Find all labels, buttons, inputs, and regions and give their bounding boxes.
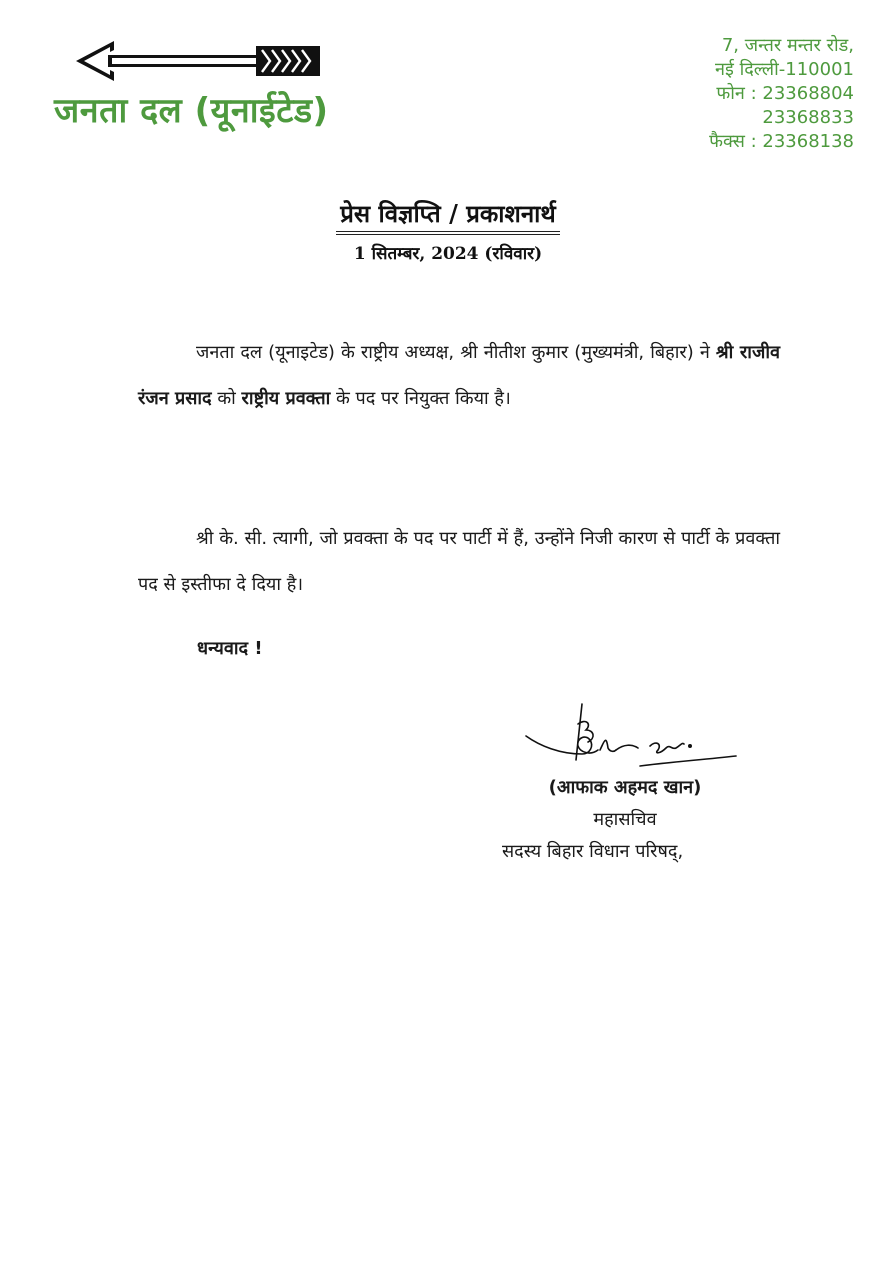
press-release-date: 1 सितम्बर, 2024 (रविवार)	[353, 244, 543, 264]
para1-text-a: जनता दल (यूनाइटेड) के राष्ट्रीय अध्यक्ष, श्री नीतीश कुमार (मुख्यमंत्री, बिहार) ने	[196, 342, 716, 363]
para2-text: श्री के. सी. त्यागी, जो प्रवक्ता के पद पर पार्टी में हैं, उन्होंने निजी कारण से पार्टी के प्रवक्ता पद से इस्तीफा दे दिया है।	[138, 528, 780, 595]
heading-block	[0, 198, 896, 264]
para1-text-e: के पद पर नियुक्त किया है।	[330, 388, 511, 409]
paragraph-appointment	[138, 330, 780, 422]
fax-line: फैक्स : 23368138	[709, 131, 854, 152]
paragraph-resignation	[138, 516, 780, 608]
signatory-designation: महासचिव	[593, 809, 657, 830]
press-release-title: प्रेस विज्ञप्ति / प्रकाशनार्थ	[336, 198, 559, 235]
signatory-block	[480, 772, 770, 868]
appointed-post: राष्ट्रीय प्रवक्ता	[241, 388, 331, 409]
address-line-2: नई दिल्ली-110001	[715, 59, 854, 80]
address-line-1: 7, जन्तर मन्तर रोड,	[721, 35, 854, 56]
party-name: जनता दल (यूनाईटेड)	[54, 91, 329, 131]
signatory-membership: सदस्य बिहार विधान परिषद्,	[502, 841, 684, 862]
phone-line-2: 23368833	[762, 107, 854, 128]
signature-image	[520, 694, 750, 784]
arrow-icon	[74, 38, 324, 84]
appointee-name: श्री राजीव रंजन प्रसाद	[138, 342, 780, 409]
contact-block	[709, 34, 854, 154]
para1-text-c: को	[211, 388, 242, 409]
phone-line-1: फोन : 23368804	[716, 83, 854, 104]
signatory-name: (आफाक अहमद खान)	[548, 777, 702, 798]
thanks-note: धन्यवाद !	[197, 638, 263, 659]
